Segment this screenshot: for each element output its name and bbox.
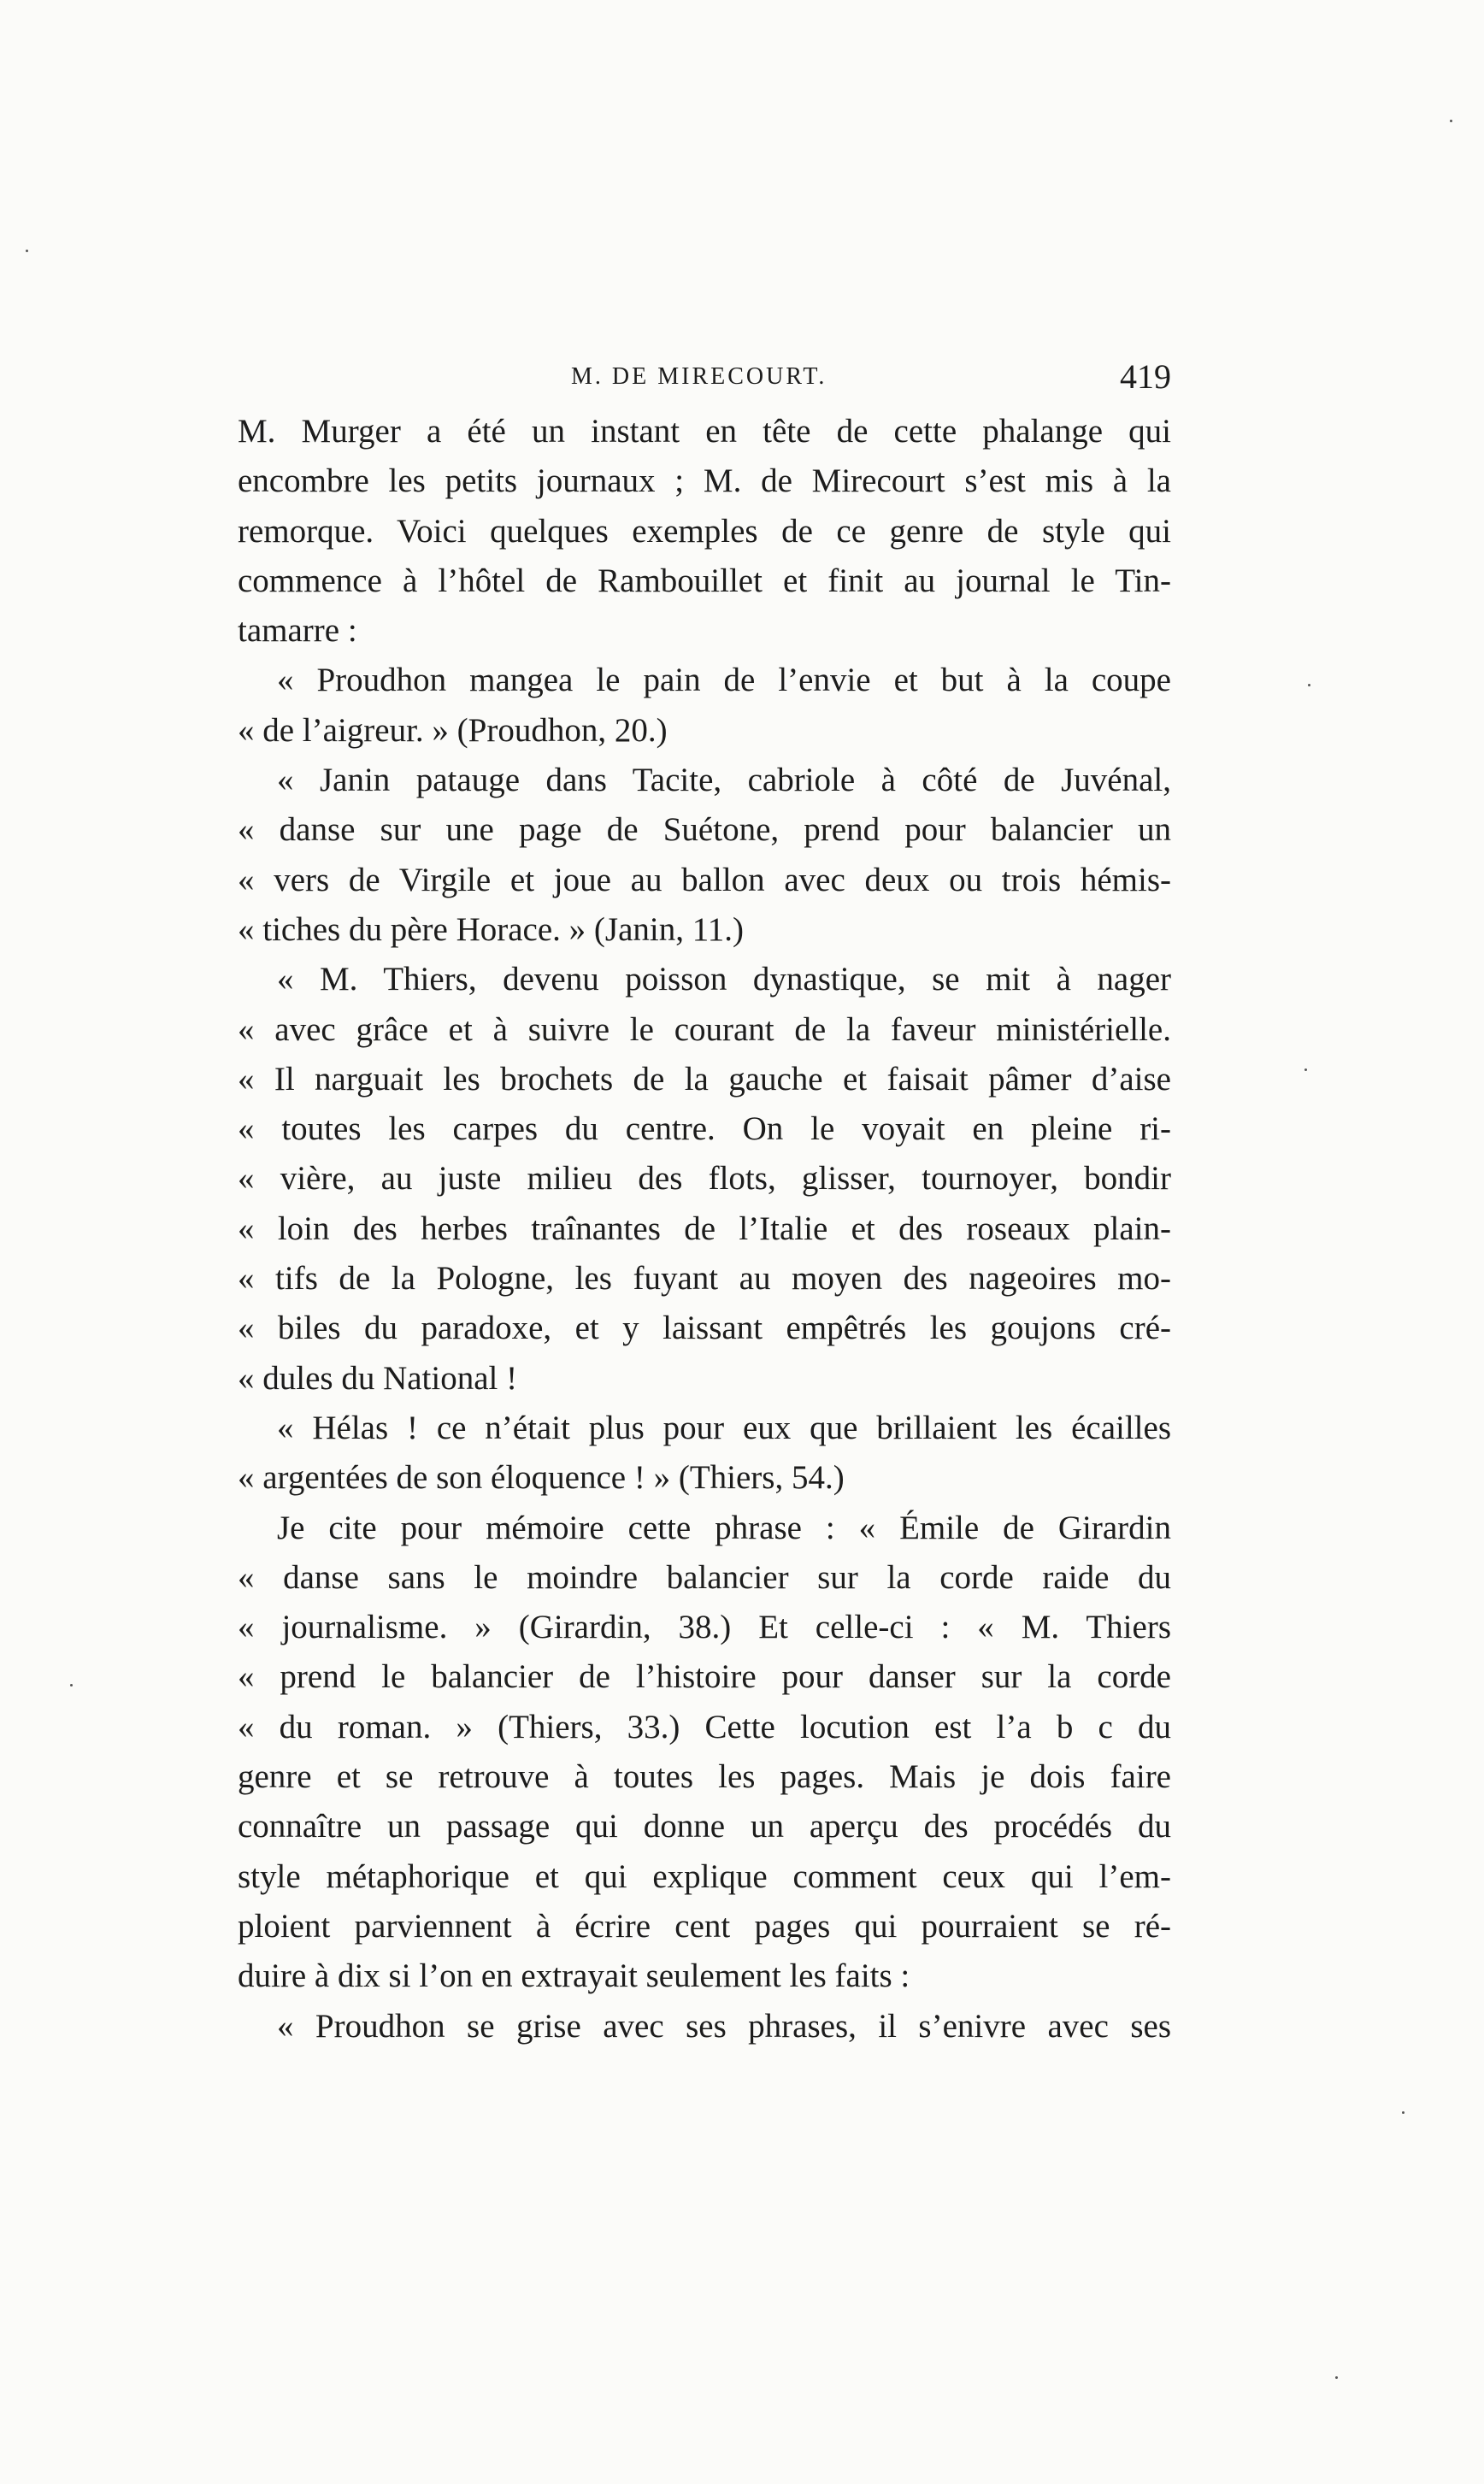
text-line: encombre les petits journaux ; M. de Mirecourt s’est mis à la [238,462,1171,500]
text-line: « vers de Virgile et joue au ballon avec deux ou trois hémis- [238,861,1171,898]
text-line: « Proudhon se grise avec ses phrases, il s’enivre avec ses [277,2007,1171,2045]
text-line: commence à l’hôtel de Rambouillet et finit au journal le Tin- [238,562,1171,599]
scan-speck [1450,120,1452,122]
text-line: « Janin patauge dans Tacite, cabriole à côté de Juvénal, [277,762,1171,799]
text-line: « du roman. » (Thiers, 33.) Cette locution est l’a b c du [238,1708,1171,1745]
text-line: « de l’aigreur. » (Proudhon, 20.) [238,711,668,749]
text-line: connaître un passage qui donne un aperçu des procédés du [238,1808,1171,1845]
text-line: tamarre : [238,612,357,650]
text-line: genre et se retrouve à toutes les pages. Mais je dois faire [238,1758,1171,1796]
text-line: « vière, au juste milieu des flots, glisser, tournoyer, bondir [238,1160,1171,1198]
scan-speck [1402,2111,1404,2114]
text-line: duire à dix si l’on en extrayait seulement les faits : [238,1957,910,1995]
text-line: « danse sans le moindre balancier sur la corde raide du [238,1558,1171,1596]
text-line: « Proudhon mangea le pain de l’envie et but à la coupe [277,662,1171,699]
text-line: ploient parviennent à écrire cent pages qui pourraient se ré- [238,1907,1171,1945]
text-line: « journalisme. » (Girardin, 38.) Et celle-ci : « M. Thiers [238,1609,1171,1646]
text-line: remorque. Voici quelques exemples de ce genre de style qui [238,512,1171,550]
page-number: 419 [1120,357,1171,396]
text-line: « danse sur une page de Suétone, prend pour balancier un [238,811,1171,849]
scan-speck [1304,1068,1307,1071]
text-line: « dules du National ! [238,1359,518,1397]
text-line: « Il narguait les brochets de la gauche et faisait pâmer d’aise [238,1060,1171,1098]
text-line: « Hélas ! ce n’était plus pour eux que brillaient les écailles [277,1409,1171,1446]
scan-speck [1308,684,1310,686]
scan-speck [1335,2376,1338,2379]
text-line: « prend le balancier de l’histoire pour danser sur la corde [238,1658,1171,1696]
text-line: « tiches du père Horace. » (Janin, 11.) [238,910,745,948]
text-line: Je cite pour mémoire cette phrase : « Émile de Girardin [277,1509,1171,1546]
text-line: « avec grâce et à suivre le courant de la faveur ministérielle. [238,1010,1171,1048]
text-line: « loin des herbes traînantes de l’Italie et des roseaux plain- [238,1210,1171,1247]
running-head: M. DE MIRECOURT. [571,363,827,390]
text-line: « argentées de son éloquence ! » (Thiers, 54.) [238,1459,845,1497]
text-line: « biles du paradoxe, et y laissant empêtrés les goujons cré- [238,1310,1171,1347]
text-line: « tifs de la Pologne, les fuyant au moyen des nageoires mo- [238,1260,1171,1298]
text-line: M. Murger a été un instant en tête de cette phalange qui [238,413,1171,450]
text-line: style métaphorique et qui explique comment ceux qui l’em- [238,1857,1171,1895]
scan-speck [70,1684,73,1686]
text-line: « toutes les carpes du centre. On le voyait en pleine ri- [238,1110,1171,1148]
text-line: « M. Thiers, devenu poisson dynastique, se mit à nager [277,961,1171,998]
scan-speck [26,250,28,252]
body-text [238,407,1171,2051]
page-header [238,356,1171,398]
